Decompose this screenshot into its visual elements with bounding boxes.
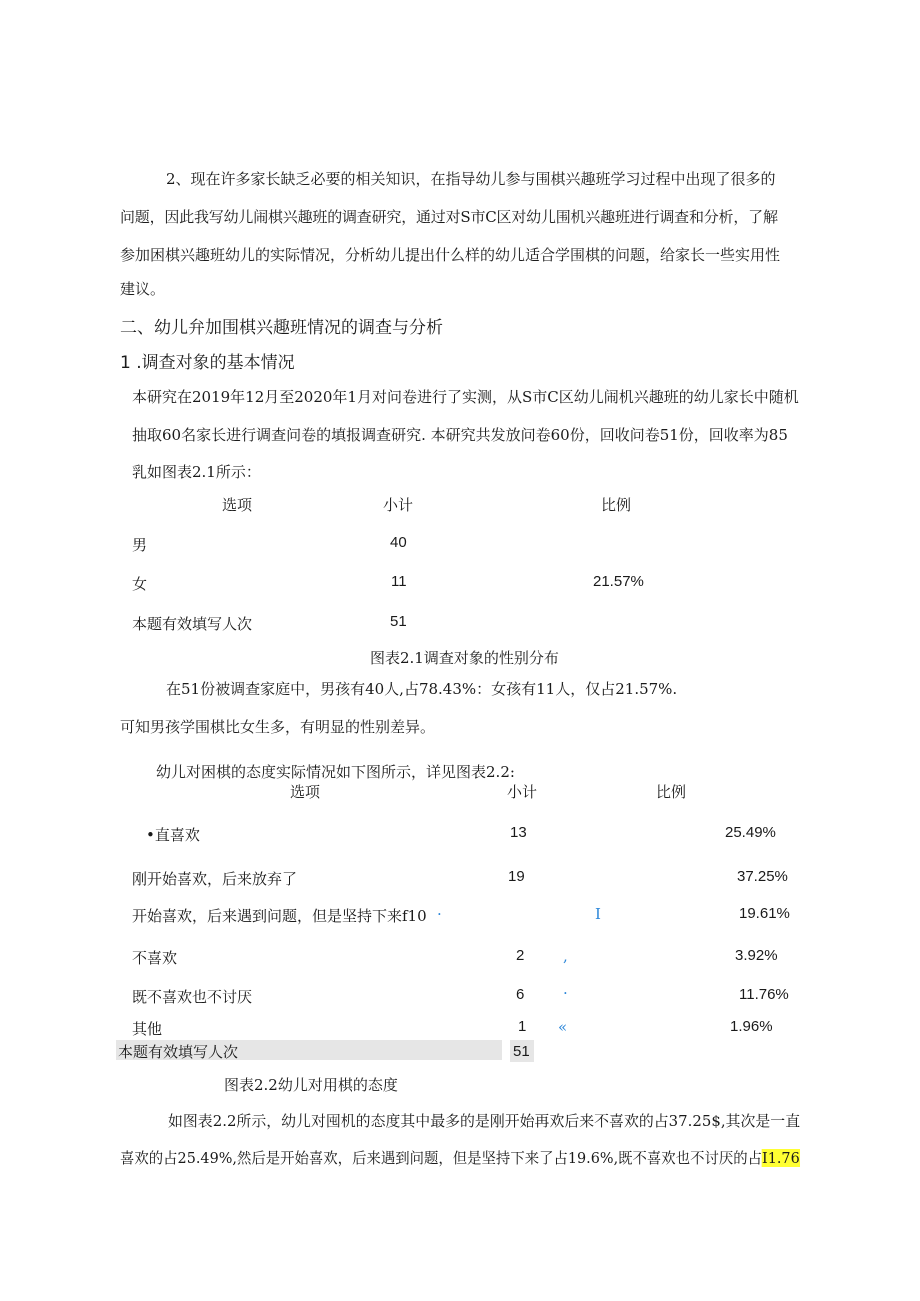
table-cell-mark: · [437, 905, 442, 923]
table-cell-ratio: 21.57% [593, 573, 644, 590]
table-cell-option: 开始喜欢，后来遇到问题，但是坚持下来f10 [132, 907, 427, 925]
table-cell-total-label: 本题有效填写人次 [118, 1043, 239, 1061]
table-cell-mark: I [595, 905, 601, 923]
table-cell-option: •直喜欢 [146, 826, 200, 844]
table-header: 选项 [222, 496, 253, 514]
table-cell-ratio: 1.96% [730, 1018, 773, 1035]
table-cell-option: 本题有效填写人次 [132, 615, 253, 633]
table-cell-option: 男 [132, 536, 148, 554]
table-header: 比例 [656, 783, 687, 801]
table-cell-count: 40 [390, 534, 407, 551]
table-cell-count: 11 [391, 573, 407, 590]
table-header: 选项 [290, 783, 321, 801]
conclusion-text: 喜欢的占25.49%,然后是开始喜欢，后来遇到问题，但是坚持下来了占19.6%,既不喜欢也不讨厌的占 [120, 1149, 763, 1167]
table-cell-option: 女 [132, 575, 148, 593]
table-cell-ratio: 25.49% [725, 824, 776, 841]
table-cell-option: 其他 [132, 1020, 163, 1038]
conclusion-line [120, 1147, 800, 1168]
table-cell-ratio: 19.61% [739, 905, 790, 922]
table-cell-total-count: 51 [513, 1043, 530, 1060]
table-cell-mark: · [563, 984, 568, 1002]
table-cell-count: 13 [510, 824, 527, 841]
table-cell-mark: , [563, 947, 568, 965]
table-header: 小计 [383, 496, 414, 514]
table-header: 小计 [507, 783, 538, 801]
table-cell-count: 2 [516, 947, 525, 964]
table-cell-count: 1 [518, 1018, 527, 1035]
study-line: 本研究在2019年12月至2020年1月对问卷进行了实测，从S市C区幼儿闹机兴趣班的幼儿家长中随机 [132, 388, 799, 406]
intro-line: 建议。 [120, 280, 166, 298]
gender-line: 在51份被调查家庭中，男孩有40人,占78.43%：女孩有11人，仅占21.57%. [166, 680, 678, 698]
attitude-intro: 幼儿对困棋的态度实际情况如下图所示，详见图表2.2: [156, 763, 515, 781]
intro-line: 参加困棋兴趣班幼儿的实际情况，分析幼儿提出什么样的幼儿适合学围棋的问题，给家长一些实用性 [120, 246, 781, 264]
table-cell-count: 6 [516, 986, 525, 1003]
table-cell-count: 51 [390, 613, 407, 630]
table-cell-ratio: 37.25% [737, 868, 788, 885]
table-caption: 图表2.1调查对象的性别分布 [370, 649, 559, 667]
section-heading: 二、幼儿弁加围棋兴趣班情况的调查与分析 [120, 318, 443, 338]
table-cell-ratio: 11.76% [739, 986, 789, 1003]
intro-line: 2、现在许多家长缺乏必要的相关知识，在指导幼儿参与围棋兴趣班学习过程中出现了很多的 [166, 170, 776, 188]
subsection-heading: 1 .调查对象的基本情况 [120, 353, 295, 373]
table-caption: 图表2.2幼儿对用棋的态度 [224, 1076, 398, 1094]
conclusion-line: 如图表2.2所示，幼儿对囤机的态度其中最多的是刚开始再欢后来不喜欢的占37.25$,其次是一直 [168, 1112, 801, 1130]
highlighted-value: I1.76 [762, 1149, 800, 1167]
study-line: 乳如图表2.1所示： [132, 463, 261, 481]
intro-line: 问题，因此我写幼儿闹棋兴趣班的调查研究，通过对S市C区对幼儿围机兴趣班进行调查和分析，了解 [120, 208, 778, 226]
table-cell-option: 不喜欢 [132, 949, 178, 967]
gender-line: 可知男孩学围棋比女生多，有明显的性别差异。 [120, 718, 436, 736]
table-header: 比例 [601, 496, 632, 514]
table-cell-count: 19 [508, 868, 525, 885]
table-cell-option: 刚开始喜欢，后来放弃了 [132, 870, 298, 888]
table-cell-mark: « [558, 1018, 568, 1036]
study-line: 抽取60名家长进行调查问卷的填报调查研究. 本研究共发放问卷60份，回收问卷51份，回收率为85 [132, 426, 788, 444]
table-cell-option: 既不喜欢也不讨厌 [132, 988, 253, 1006]
table-cell-ratio: 3.92% [735, 947, 778, 964]
